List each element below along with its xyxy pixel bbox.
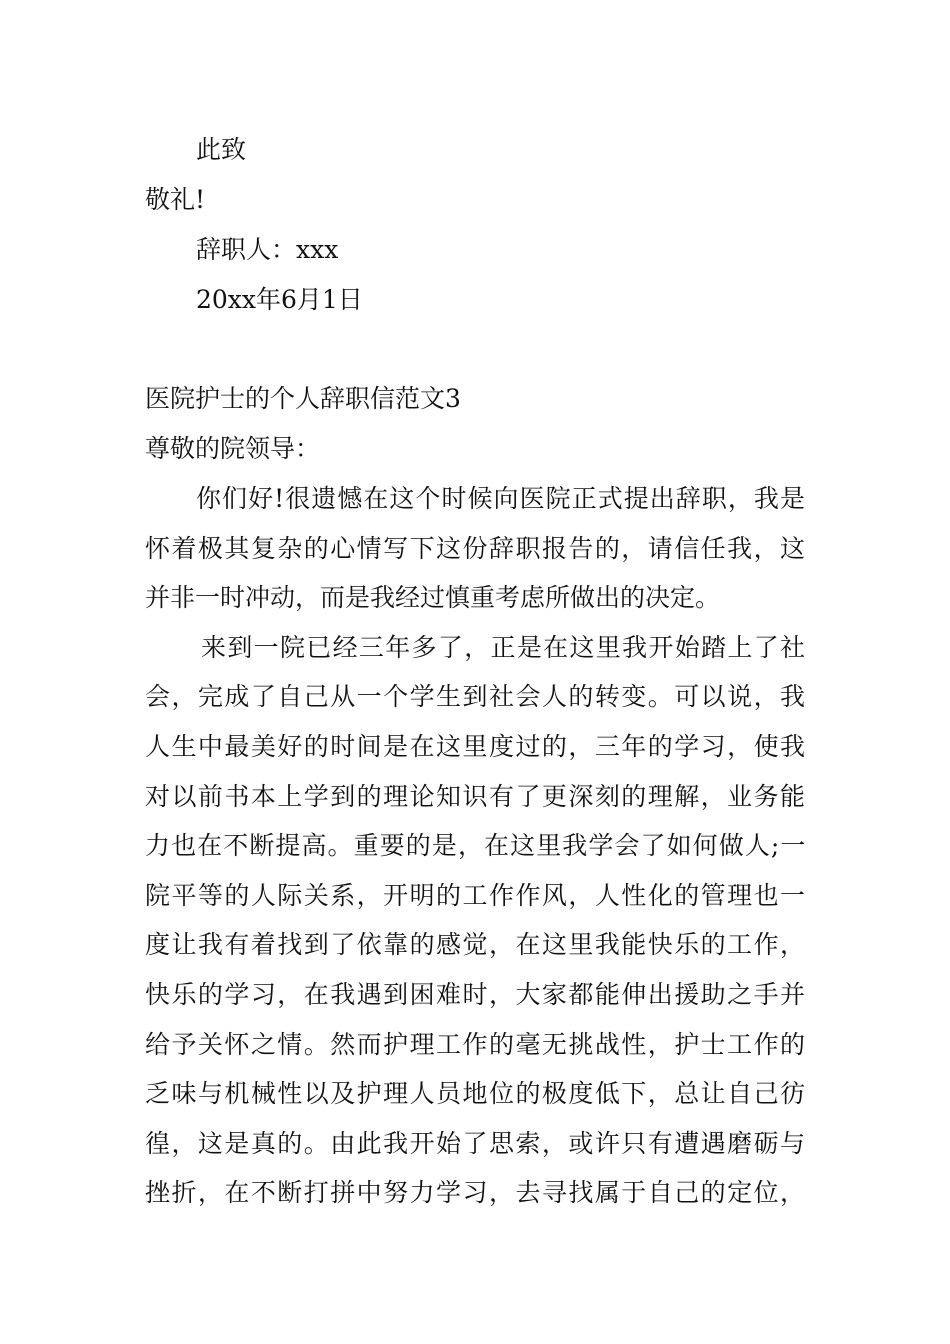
paragraph-2-line: 乏味与机械性以及护理人员地位的极度低下，总让自己彷 [145,1079,807,1108]
signer-line: 辞职人：xxx [196,235,339,264]
paragraph-1-line: 怀着极其复杂的心情写下这份辞职报告的，请信任我，这 [145,534,807,563]
closing-salutation: 此致 [196,135,247,164]
paragraph-2-line: 徨，这是真的。由此我开始了思索，或许只有遭遇磨砺与 [145,1129,807,1158]
date-line: 20xx年6月1日 [196,285,363,314]
paragraph-2-line: 对以前书本上学到的理论知识有了更深刻的理解，业务能 [145,782,807,811]
paragraph-1-line: 你们好!很遗憾在这个时候向医院正式提出辞职，我是 [196,484,807,513]
closing-regards: 敬礼! [145,185,206,214]
paragraph-2-line: 力也在不断提高。重要的是，在这里我学会了如何做人;一 [145,831,807,860]
paragraph-2-line: 院平等的人际关系，开明的工作作风，人性化的管理也一 [145,881,807,910]
paragraph-1-line: 并非一时冲动，而是我经过慎重考虑所做出的决定。 [145,583,721,612]
paragraph-2-line: 挫折，在不断打拼中努力学习，去寻找属于自己的定位， [145,1178,807,1207]
paragraph-2-line: 人生中最美好的时间是在这里度过的，三年的学习，使我 [145,732,807,761]
letter-title: 医院护士的个人辞职信范文3 [145,384,461,413]
paragraph-2-line: 来到一院已经三年多了，正是在这里我开始踏上了社 [201,633,807,662]
letter-greeting: 尊敬的院领导： [145,434,321,463]
paragraph-2-line: 会，完成了自己从一个学生到社会人的转变。可以说，我 [145,682,807,711]
paragraph-2-line: 给予关怀之情。然而护理工作的毫无挑战性，护士工作的 [145,1030,807,1059]
paragraph-2-line: 度让我有着找到了依靠的感觉，在这里我能快乐的工作， [145,930,807,959]
paragraph-2-line: 快乐的学习，在我遇到困难时，大家都能伸出援助之手并 [145,980,807,1009]
